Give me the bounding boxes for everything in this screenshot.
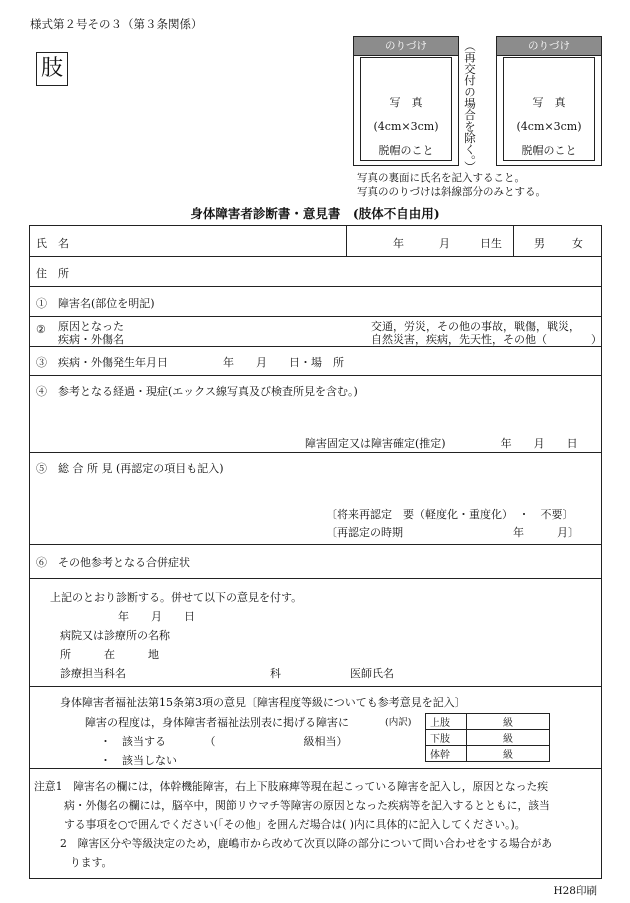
cause-number: ②	[36, 323, 46, 336]
photo-size: (4cm×3cm)	[373, 120, 439, 133]
photo-size: (4cm×3cm)	[516, 120, 582, 133]
photo-note: 写真ののりづけは斜線部分のみとする。	[357, 186, 546, 198]
onset-date-label: ③ 疾病・外傷発生年月日 年 月 日・場 所	[36, 356, 344, 369]
disability-name-label: ① 障害名(部位を明記)	[36, 297, 155, 310]
hospital-name-label: 病院又は診療所の名称	[60, 629, 170, 642]
history-label: ④ 参考となる経過・現症(エックス線写真及び検査所見を含む。)	[36, 385, 358, 398]
doctor-name-label: 医師氏名	[350, 667, 394, 680]
photo-note: 写真の裏面に氏名を記入すること。	[357, 172, 525, 184]
grade-cell[interactable]: 級	[467, 746, 550, 762]
recertification-timing: 〔再認定の時期 年 月〕	[326, 526, 579, 539]
page-title: 身体障害者診断書・意見書 (肢体不自由用)	[190, 206, 440, 221]
glue-label: のりづけ	[497, 37, 601, 56]
overall-findings-label: ⑤ 総 合 所 見 (再認定の項目も記入)	[36, 462, 224, 475]
cause-label: 原因となった	[58, 320, 124, 333]
table-row	[426, 746, 550, 762]
note-2-cont: ります。	[70, 856, 113, 869]
name-field[interactable]	[30, 226, 340, 256]
note-1-cont-2: する事項を○で囲んでください(「その他」を囲んだ場合は( )内に具体的に記入してください。)。	[64, 818, 526, 831]
grade-breakdown-table	[425, 713, 550, 762]
fixed-date-label: 障害固定又は障害確定(推定) 年 月 日	[305, 437, 578, 450]
table-row	[426, 730, 550, 746]
sex-female-option[interactable]: 女	[572, 237, 583, 250]
recertification-required[interactable]: 〔将来再認定 要（軽度化・重度化） ・ 不要〕	[326, 508, 574, 521]
grade-cell[interactable]: 級	[467, 714, 550, 730]
not-applies-option[interactable]: ・ 該当しない	[100, 754, 177, 767]
limb-mark: 肢	[36, 52, 68, 86]
diagnosis-date: 年 月 日	[118, 610, 195, 623]
photo-area	[360, 57, 452, 161]
name-label: 氏 名	[36, 237, 69, 250]
form-number: 様式第２号その３（第３条関係）	[30, 17, 203, 31]
table-row	[426, 714, 550, 730]
diagnosis-form	[29, 225, 602, 879]
note-1-cont: 病・外傷名の欄には，脳卒中，関節リウマチ等障害の原因となった疾病等を記入するとともに，該当	[64, 799, 550, 812]
department-suffix: 科	[270, 667, 281, 680]
reissue-note: （再交付の場合を除く。）	[463, 40, 477, 173]
opinion-heading: 身体障害者福祉法第15条第3項の意見〔障害程度等級についても参考意見を記入〕	[60, 696, 466, 709]
photo-label: 写 真	[389, 96, 423, 109]
grade-cell[interactable]: 級	[467, 730, 550, 746]
dob-month-label: 月	[439, 237, 450, 250]
cause-label-2: 疾病・外傷名	[58, 333, 124, 346]
glue-label: のりづけ	[354, 37, 458, 56]
cause-options[interactable]: 交通，労災，その他の事故，戦傷，戦災，	[371, 320, 580, 333]
department-label: 診療担当科名	[60, 667, 126, 680]
note-1: 注意1 障害名の欄には，体幹機能障害，右上下肢麻痺等現在起こっている障害を記入し，原因となった疾	[34, 780, 549, 793]
cause-options-2[interactable]: 自然災害，疾病，先天性，その他（ ）	[371, 333, 602, 346]
diagnosis-statement: 上記のとおり診断する。併せて以下の意見を付す。	[50, 591, 303, 604]
photo-area	[503, 57, 595, 161]
photo-hat-note: 脱帽のこと	[378, 144, 434, 157]
note-2: 2 障害区分や等級決定のため，鹿嶋市から改めて次頁以降の部分について問い合わせをする場合があ	[60, 837, 553, 850]
photo-box[interactable]	[496, 36, 602, 166]
complications-label: ⑥ その他参考となる合併症状	[36, 556, 190, 569]
dob-day-label: 日生	[480, 237, 502, 250]
applies-option[interactable]: ・ 該当する （ 級相当）	[100, 735, 348, 748]
limb-part: 上肢	[426, 714, 467, 730]
dob-year-label: 年	[393, 237, 404, 250]
limb-part: 下肢	[426, 730, 467, 746]
photo-label: 写 真	[532, 96, 566, 109]
breakdown-label: (内訳)	[385, 717, 412, 728]
photo-hat-note: 脱帽のこと	[521, 144, 577, 157]
print-date: H28印刷	[553, 885, 597, 897]
hospital-location-label: 所 在 地	[60, 648, 159, 661]
photo-box[interactable]	[353, 36, 459, 166]
sex-male-option[interactable]: 男	[534, 237, 545, 250]
limb-part: 体幹	[426, 746, 467, 762]
disability-degree-text: 障害の程度は，身体障害者福祉法別表に掲げる障害に	[85, 716, 349, 729]
address-label: 住 所	[36, 267, 69, 280]
